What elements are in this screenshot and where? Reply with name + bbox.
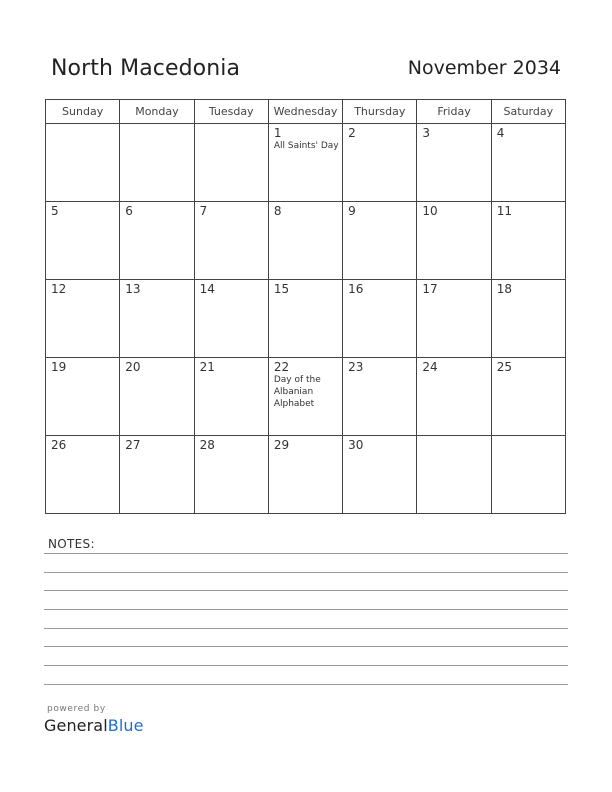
day-cell: [194, 436, 268, 514]
day-number: 3: [422, 126, 431, 140]
week-row: [46, 124, 566, 202]
day-cell: [46, 436, 120, 514]
day-number: 25: [496, 360, 512, 374]
day-cell: [417, 358, 491, 436]
powered-by-text: powered by: [47, 704, 106, 714]
day-cell: [120, 436, 194, 514]
day-cell: [343, 202, 417, 280]
day-cell: [417, 202, 491, 280]
day-cell: [268, 124, 342, 202]
note-line: [44, 646, 568, 647]
country-title: North Macedonia: [51, 56, 241, 81]
weekday-friday: Friday: [417, 100, 491, 124]
day-cell: [120, 202, 194, 280]
day-cell: [46, 280, 120, 358]
brand-general: General: [44, 716, 108, 735]
day-number: 17: [422, 282, 438, 296]
day-number: 28: [199, 438, 215, 452]
brand-logo[interactable]: [44, 716, 144, 735]
day-number: 21: [199, 360, 215, 374]
notes-label: NOTES:: [48, 537, 95, 551]
day-number: 2: [348, 126, 356, 140]
day-number: 14: [199, 282, 215, 296]
brand-blue: Blue: [107, 716, 144, 735]
day-number: 20: [125, 360, 141, 374]
weekday-monday: Monday: [120, 100, 194, 124]
day-cell: [194, 358, 268, 436]
day-cell: [120, 280, 194, 358]
note-line: [44, 684, 568, 685]
day-cell: [417, 280, 491, 358]
day-number: 5: [51, 204, 59, 218]
day-cell: [491, 202, 565, 280]
day-number: 26: [51, 438, 67, 452]
note-line: [44, 590, 568, 591]
day-number: 22: [273, 360, 290, 374]
day-cell: [120, 358, 194, 436]
day-number: 19: [51, 360, 67, 374]
day-cell: [491, 280, 565, 358]
weekday-tuesday: Tuesday: [194, 100, 268, 124]
day-number: 4: [496, 126, 505, 140]
day-cell: [46, 358, 120, 436]
day-number: 6: [125, 204, 133, 218]
note-line: [44, 665, 568, 666]
day-number: 15: [273, 282, 290, 296]
weekday-wednesday: Wednesday: [268, 100, 342, 124]
day-cell: [343, 358, 417, 436]
note-line: [44, 609, 568, 610]
day-cell: [268, 436, 342, 514]
day-cell: [268, 358, 342, 436]
day-number: 23: [348, 360, 364, 374]
day-cell: [491, 436, 565, 514]
day-number: 11: [496, 204, 512, 218]
week-row: [46, 280, 566, 358]
day-number: 9: [348, 204, 356, 218]
day-cell: [491, 124, 565, 202]
day-cell: [491, 358, 565, 436]
day-cell: [343, 124, 417, 202]
note-line: [44, 572, 568, 573]
day-cell: [120, 124, 194, 202]
day-cell: [343, 280, 417, 358]
day-number: 24: [422, 360, 438, 374]
week-row: [46, 202, 566, 280]
weekday-header-row: [46, 100, 566, 124]
day-cell: [268, 280, 342, 358]
day-number: 10: [422, 204, 438, 218]
week-row: [46, 358, 566, 436]
day-cell: [46, 202, 120, 280]
day-number: 1: [273, 126, 282, 140]
day-number: 27: [125, 438, 141, 452]
day-cell: [194, 124, 268, 202]
month-title: November 2034: [407, 57, 561, 79]
day-number: 7: [199, 204, 208, 218]
calendar-grid: [45, 99, 566, 514]
weekday-saturday: Saturday: [491, 100, 565, 124]
weekday-thursday: Thursday: [343, 100, 417, 124]
note-line: [44, 628, 568, 629]
day-number: 29: [273, 438, 290, 452]
day-cell: [194, 202, 268, 280]
day-cell: [417, 436, 491, 514]
holiday-label: Day of the Albanian Alphabet: [273, 375, 321, 409]
day-number: 18: [496, 282, 512, 296]
day-cell: [417, 124, 491, 202]
holiday-label: All Saints' Day: [273, 141, 339, 151]
day-cell: [46, 124, 120, 202]
day-number: 8: [273, 204, 282, 218]
day-number: 13: [125, 282, 141, 296]
weekday-sunday: Sunday: [46, 100, 120, 124]
week-row: [46, 436, 566, 514]
day-number: 12: [51, 282, 67, 296]
day-cell: [194, 280, 268, 358]
note-line: [44, 553, 568, 554]
day-number: 16: [348, 282, 364, 296]
day-cell: [343, 436, 417, 514]
day-cell: [268, 202, 342, 280]
day-number: 30: [348, 438, 364, 452]
